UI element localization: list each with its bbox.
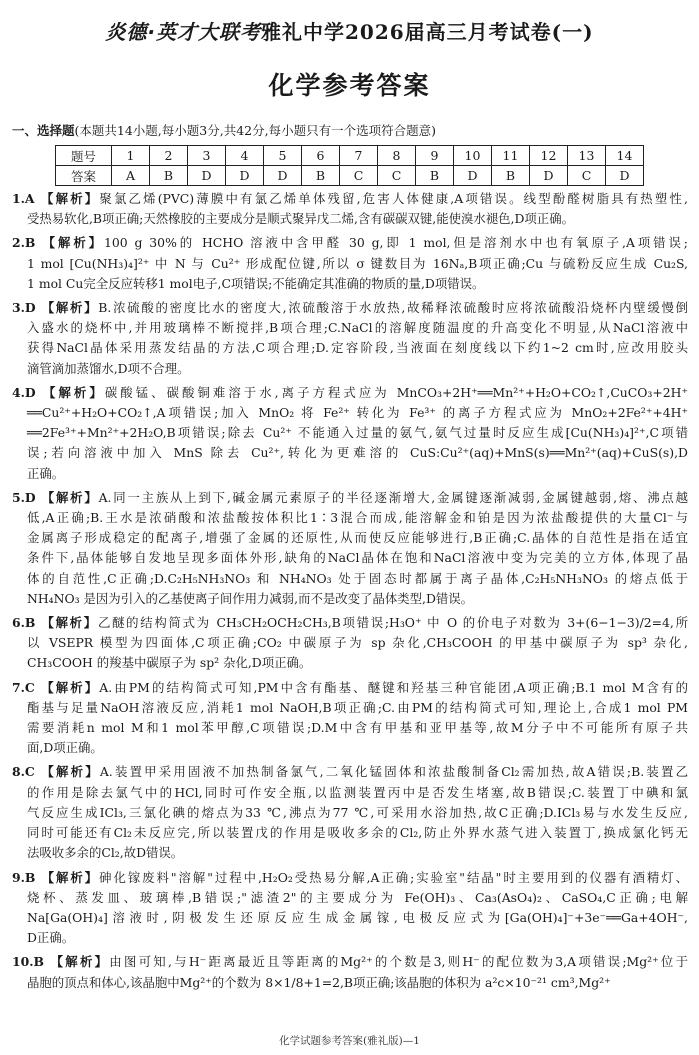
- explanation-first-line: [12, 383, 688, 403]
- explanation-line-text: 砷化镓废料"溶解"过程中,H₂O₂受热易分解,A正确;实验室"结晶"时主要用到的仪器有酒精灯、: [99, 869, 688, 885]
- explanation-line-text: B.浓硫酸的密度比水的密度大,浓硫酸溶于水放热,故稀释浓硫酸时应将浓硫酸沿烧杯内壁缓慢倒: [98, 300, 688, 316]
- answer-cell: B: [416, 166, 454, 186]
- explanation-first-line: [12, 952, 688, 972]
- header-exam-name: 雅礼中学2026届高三月考试卷(一): [261, 20, 594, 44]
- explanation-item: [12, 488, 688, 609]
- section-label: 一、选择题: [12, 123, 75, 138]
- question-number: 1: [112, 146, 150, 166]
- explanation-item: [12, 868, 688, 949]
- question-number-row: [56, 146, 644, 166]
- page-footer: 化学试题参考答案(雅礼版)—1: [279, 1035, 420, 1047]
- answer-cell: C: [568, 166, 606, 186]
- explanation-head: 4.D 【解析】: [12, 384, 105, 400]
- explanation-line-text: 低,A正确;B.王水是浓硝酸和浓盐酸按体积比1∶3混合而成,能溶解金和铂是因为浓盐酸提供的大量Cl⁻与: [27, 510, 688, 526]
- explanation-first-line: [12, 868, 688, 888]
- question-number: 2: [150, 146, 188, 166]
- explanation-head: 2.B 【解析】: [12, 235, 104, 251]
- explanation-line-text: A.由PM的结构简式可知,PM中含有酯基、醚键和羟基三种官能团,A项正确;B.1 mol M含有的: [99, 679, 688, 695]
- page-title: 化学参考答案: [268, 71, 431, 100]
- explanation-line-text: 获得NaCl晶体采用蒸发结晶的方法,C项合理;D.定容阶段,当液面在刻度线以下约1~2 cm时,应改用胶头: [27, 340, 688, 356]
- section-description: (本题共14小题,每小题3分,共42分,每小题只有一个选项符合题意): [74, 123, 436, 138]
- explanation-item: [12, 613, 688, 674]
- explanation-line-text: 1 mol Cu完全反应转移1 mol电子,C项错误;不能确定其准确的物质的量,D项错误。: [27, 275, 485, 291]
- explanation-head: 10.B 【解析】: [12, 954, 110, 970]
- answer-cell: D: [454, 166, 492, 186]
- explanation-line-text: ══Cu²⁺+H₂O+CO₂↑,A项错误;加入 MnO₂ 将 Fe²⁺ 转化为 Fe³⁺ 的离子方程式应为 MnO₂+2Fe²⁺+4H⁺: [27, 405, 688, 421]
- explanation-head: 3.D 【解析】: [12, 300, 99, 316]
- explanation-line-text: 体的自范性,C正确;D.C₂H₅NH₃NO₃ 和 NH₄NO₃ 处于固态时都属于离子晶体,C₂H₅NH₃NO₃ 的熔点低于: [27, 570, 688, 586]
- explanation-line-text: 聚氯乙烯(PVC)薄膜中有氯乙烯单体残留,危害人体健康,A项错误。线型酚醛树脂具有热塑性,: [99, 191, 688, 206]
- question-number: 6: [302, 146, 340, 166]
- explanation-line-text: 金属离子形成稳定的配离子,增强了金属的还原性,从而使反应能够进行,B正确;C.晶体的自范性是指在适宜: [27, 530, 688, 546]
- explanation-line-text: 的作用是除去氯气中的HCl,同时可作安全瓶,以监测装置丙中是否发生堵塞,故B错误;C.装置丁中碘和氯: [27, 784, 688, 800]
- explanation-line-text: 入盛水的烧杯中,并用玻璃棒不断搅拌,B项合理;C.NaCl的溶解度随温度的升高变化不明显,从NaCl溶液中: [27, 320, 688, 336]
- explanation-line-text: 受热易软化,B项正确;天然橡胶的主要成分是顺式聚异戊二烯,含有碳碳双键,能使溴水褪色,D项正确。: [27, 211, 574, 227]
- answer-row: [56, 166, 644, 186]
- explanation-line-text: 法吸收多余的Cl₂,故D错误。: [27, 845, 184, 861]
- explanation-line-text: 气反应生成ICl₃,三氯化碘的熔点为33 ℃,沸点为77 ℃,可采用水浴加热,故C正确;D.ICl₃易与水发生反应,: [27, 804, 688, 820]
- explanation-item: [12, 298, 688, 379]
- exam-header: [0, 16, 699, 45]
- explanation-line-text: NH₄NO₃ 是因为引入的乙基使离子间作用力减弱,而不是改变了晶体类型,D错误。: [27, 590, 474, 606]
- explanation-item: [12, 762, 688, 863]
- question-number: 8: [378, 146, 416, 166]
- explanation-first-line: [12, 762, 688, 782]
- explanation-line-text: 误;若向溶液中加入 MnS 除去 Cu²⁺,转化为更难溶的 CuS:Cu²⁺(aq)+MnS(s)══Mn²⁺(aq)+CuS(s),D: [27, 445, 688, 461]
- question-number: 12: [530, 146, 568, 166]
- answer-cell: B: [302, 166, 340, 186]
- explanation-line-text: 滴管滴加蒸馏水,D项不合理。: [27, 360, 190, 376]
- answer-cell: D: [530, 166, 568, 186]
- explanation-line-text: 碳酸锰、碳酸铜难溶于水,离子方程式应为 MnCO₃+2H⁺══Mn²⁺+H₂O+CO₂↑,CuCO₃+2H⁺: [104, 384, 688, 400]
- explanation-item: [12, 189, 688, 229]
- explanation-line-text: 正确。: [27, 465, 65, 481]
- explanation-line-text: Na[Ga(OH)₄]溶液时,阴极发生还原反应生成金属镓,电极反应式为[Ga(OH)₄]⁻+3e⁻══Ga+4OH⁻,: [27, 909, 688, 925]
- answer-cell: C: [378, 166, 416, 186]
- answer-cell: D: [188, 166, 226, 186]
- explanation-line-text: 酯基与足量NaOH溶液反应,消耗1 mol NaOH,B项正确;C.由PM的结构简式可知,理论上,合成1 mol PM: [27, 699, 688, 715]
- explanation-line-text: 乙醚的结构简式为 CH₃CH₂OCH₂CH₃,B项错误;H₃O⁺ 中 O 的价电子对数为 3+(6−1−3)/2=4,所: [97, 615, 688, 631]
- question-number: 3: [188, 146, 226, 166]
- question-number: 4: [226, 146, 264, 166]
- answer-cell: A: [112, 166, 150, 186]
- explanation-head: 9.B 【解析】: [12, 869, 100, 885]
- explanation-head: 6.B 【解析】: [12, 615, 98, 631]
- answer-cell: B: [492, 166, 530, 186]
- explanation-first-line: [12, 613, 688, 633]
- question-number: 13: [568, 146, 606, 166]
- explanation-line-text: 同时可能还有Cl₂未反应完,所以装置戊的作用是吸收多余的Cl₂,防止外界水蒸气进入装置丁,换成氯化钙无: [27, 825, 688, 841]
- explanation-first-line: [12, 298, 688, 318]
- explanation-line-text: A.同一主族从上到下,碱金属元素原子的半径逐渐增大,金属键逐渐减弱,金属键越弱,熔、沸点越: [98, 489, 688, 505]
- explanation-first-line: [12, 488, 688, 508]
- section-heading: [12, 121, 436, 139]
- question-row-label: 题号: [56, 146, 112, 166]
- explanation-item: [12, 383, 688, 484]
- question-number: 11: [492, 146, 530, 166]
- explanation-line-text: 面,D项正确。: [27, 740, 103, 756]
- question-number: 5: [264, 146, 302, 166]
- explanation-item: [12, 233, 688, 294]
- answer-cell: B: [150, 166, 188, 186]
- explanation-head: 8.C 【解析】: [12, 764, 100, 780]
- question-number: 10: [454, 146, 492, 166]
- explanation-line-text: 条件下,晶体能够自发地呈现多面体外形,缺角的NaCl晶体在饱和NaCl溶液中变为完美的立方体,体现了晶: [27, 550, 688, 566]
- explanation-line-text: A.装置甲采用固液不加热制备氯气,二氧化锰固体和浓盐酸制备Cl₂需加热,故A错误;B.装置乙: [99, 764, 688, 780]
- explanation-line-text: 100 g 30%的 HCHO 溶液中含甲醛 30 g,即 1 mol,但是溶剂水中也有氧原子,A项错误;: [103, 235, 688, 251]
- explanations-list: [12, 189, 688, 997]
- answer-table: [55, 145, 644, 186]
- question-number: 14: [606, 146, 644, 166]
- explanation-line-text: CH₃COOH 的羧基中碳原子为 sp² 杂化,D项正确。: [27, 655, 312, 671]
- explanation-line-text: 晶胞的顶点和体心,该晶胞中Mg²⁺的个数为 8×1/8+1=2,B项正确;该晶胞的体积为 a²c×10⁻²¹ cm³,Mg²⁺: [27, 974, 611, 990]
- answer-cell: D: [226, 166, 264, 186]
- explanation-line-text: 以 VSEPR 模型为四面体,C项正确;CO₂ 中碳原子为 sp 杂化,CH₃COOH 的甲基中碳原子为 sp³ 杂化,: [27, 635, 688, 651]
- explanation-item: [12, 678, 688, 759]
- answer-cell: D: [606, 166, 644, 186]
- question-number: 9: [416, 146, 454, 166]
- explanation-head: 1.A 【解析】: [12, 191, 100, 206]
- answer-cell: C: [340, 166, 378, 186]
- explanation-head: 7.C 【解析】: [12, 679, 100, 695]
- explanation-line-text: D正确。: [27, 930, 75, 946]
- answer-cell: D: [264, 166, 302, 186]
- explanation-line-text: ══2Fe³⁺+Mn²⁺+2H₂O,B项错误;除去 Cu²⁺ 不能通入过量的氨气,氨气过量时反应生成[Cu(NH₃)₄]²⁺,C项错: [27, 425, 688, 441]
- header-brand: 炎德·英才大联考: [105, 20, 261, 44]
- answer-row-label: 答案: [56, 166, 112, 186]
- explanation-first-line: [12, 678, 688, 698]
- explanation-line-text: 1 mol [Cu(NH₃)₄]²⁺ 中 N 与 Cu²⁺ 形成配位键,所以 σ 键数目为 16Nₐ,B项正确;Cu 与硫粉反应生成 Cu₂S,: [27, 255, 688, 271]
- explanation-item: [12, 952, 688, 992]
- explanation-line-text: 由图可知,与H⁻距离最近且等距离的Mg²⁺的个数是3,则H⁻的配位数为3,A项错误;Mg²⁺位于: [109, 954, 688, 970]
- explanation-first-line: [12, 189, 688, 209]
- question-number: 7: [340, 146, 378, 166]
- explanation-first-line: [12, 233, 688, 253]
- explanation-line-text: 需要消耗n mol M和1 mol苯甲醇,C项错误;D.M中含有甲基和亚甲基等,故M分子中不可能所有原子共: [27, 720, 688, 736]
- explanation-head: 5.D 【解析】: [12, 489, 99, 505]
- explanation-line-text: 烧杯、蒸发皿、玻璃棒,B错误;"滤渣2"的主要成分为 Fe(OH)₃、Ca₃(AsO₄)₂、CaSO₄,C正确;电解: [27, 889, 688, 905]
